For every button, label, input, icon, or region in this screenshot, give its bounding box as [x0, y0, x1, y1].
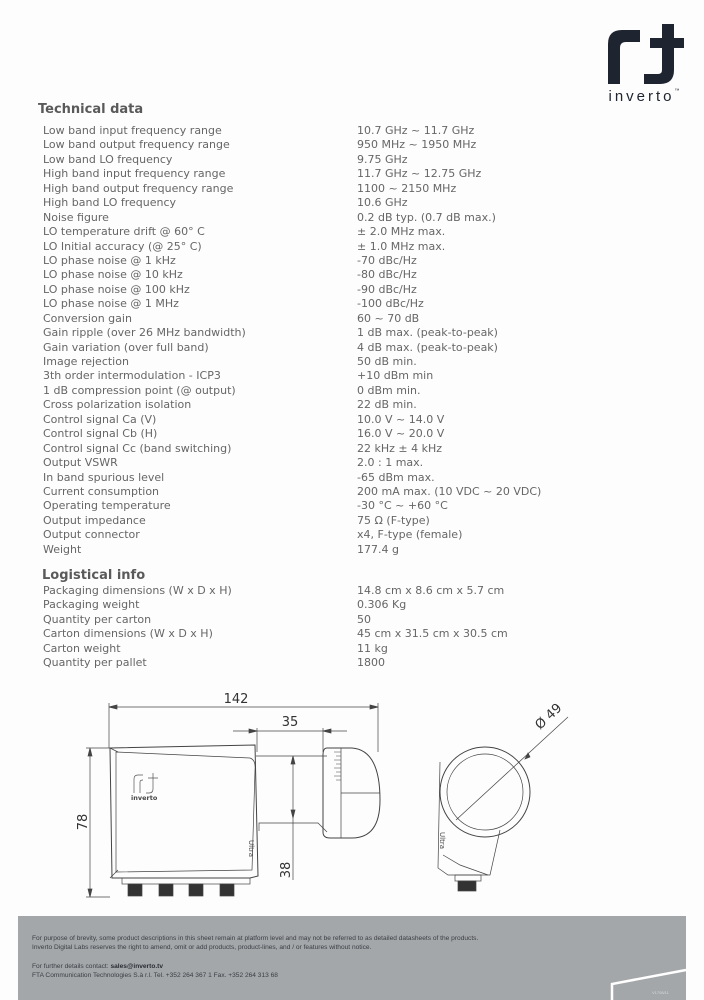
dim-neck-label: 35 [281, 715, 299, 730]
spec-value: 0 dBm min. [357, 383, 421, 397]
spec-row [43, 153, 563, 167]
contact-email-link[interactable]: sales@inverto.tv [110, 963, 164, 970]
spec-row [43, 543, 563, 557]
spec-row [43, 598, 563, 612]
document-reference: V1708/11 [652, 990, 669, 995]
inverto-logo [596, 22, 692, 112]
spec-label: LO phase noise @ 10 kHz [43, 268, 183, 282]
spec-row [43, 225, 563, 239]
spec-row [43, 167, 563, 181]
spec-row [43, 355, 563, 369]
spec-label: In band spurious level [43, 470, 165, 484]
rt-logo-icon [606, 22, 684, 84]
spec-label: 3th order intermodulation - ICP3 [43, 369, 221, 383]
spec-row [43, 240, 563, 254]
logo-wordmark: inverto™ [608, 88, 680, 105]
spec-value: 60 ~ 70 dB [357, 311, 420, 325]
dim-height-label: 78 [76, 813, 91, 831]
spec-label: LO Initial accuracy (@ 25° C) [43, 239, 202, 253]
lnb-technical-drawing [0, 680, 704, 900]
spec-value: 11 kg [357, 641, 388, 655]
spec-row [43, 456, 563, 470]
spec-label: Quantity per carton [43, 612, 152, 626]
spec-value: -30 °C ~ +60 °C [357, 499, 448, 513]
body-logo-icon [134, 773, 158, 793]
spec-value: 16.0 V ~ 20.0 V [357, 427, 445, 441]
spec-value: -90 dBc/Hz [357, 282, 417, 296]
spec-label: Current consumption [43, 484, 160, 498]
company-line: FTA Communication Technologies S.à r.l. Tel. +352 264 367 1 Fax. +352 264 313 68 [32, 972, 278, 979]
spec-value: 22 dB min. [357, 398, 417, 412]
spec-row [43, 283, 563, 297]
spec-value: 10.7 GHz ~ 11.7 GHz [357, 124, 475, 137]
spec-value: -70 dBc/Hz [357, 253, 417, 267]
spec-value: 75 Ω (F-type) [357, 513, 430, 527]
spec-value: 11.7 GHz ~ 12.75 GHz [357, 167, 482, 181]
spec-label: Control signal Ca (V) [43, 412, 157, 426]
spec-row [43, 642, 563, 656]
spec-row [43, 254, 563, 268]
spec-row [43, 369, 563, 383]
spec-value: x4, F-type (female) [357, 528, 463, 542]
dim-length-label: 142 [223, 692, 249, 707]
spec-row [43, 326, 563, 340]
spec-value: -100 dBc/Hz [357, 297, 424, 311]
spec-value: 1800 [357, 656, 385, 670]
spec-label: LO temperature drift @ 60° C [43, 225, 205, 239]
spec-value: 950 MHz ~ 1950 MHz [357, 138, 477, 152]
logistical-info-heading: Logistical info [42, 568, 146, 583]
body-logo-label: inverto [131, 794, 158, 802]
dim-diameter-label: Ø 49 [532, 700, 566, 733]
spec-row [43, 427, 563, 441]
spec-row [43, 138, 563, 152]
disclaimer-line-2: Inverto Digital Labs reserves the right to amend, omit or add products, product-lines, and / or features without notice. [32, 944, 372, 951]
spec-row [43, 485, 563, 499]
spec-value: 50 [357, 612, 371, 626]
dim-axis-label: 38 [279, 861, 294, 879]
spec-label: 1 dB compression point (@ output) [43, 383, 236, 397]
spec-label: Image rejection [43, 355, 129, 368]
spec-value: 1 dB max. (peak-to-peak) [357, 326, 498, 340]
footer-disclaimer [18, 916, 686, 1000]
spec-label: Cross polarization isolation [43, 398, 192, 412]
spec-row [43, 471, 563, 485]
spec-label: Conversion gain [43, 311, 132, 325]
corner-decoration [600, 968, 704, 1000]
spec-label: Packaging dimensions (W x D x H) [43, 584, 232, 597]
spec-value: 9.75 GHz [357, 152, 408, 166]
spec-value: 14.8 cm x 8.6 cm x 5.7 cm [357, 584, 505, 597]
spec-value: 200 mA max. (10 VDC ~ 20 VDC) [357, 484, 542, 498]
spec-label: LO phase noise @ 1 kHz [43, 253, 176, 267]
spec-row [43, 182, 563, 196]
spec-label: Output connector [43, 528, 140, 542]
spec-label: Weight [43, 542, 82, 556]
spec-value: 1100 ~ 2150 MHz [357, 181, 457, 195]
spec-label: Low band input frequency range [43, 124, 222, 137]
spec-label: Output VSWR [43, 456, 118, 470]
spec-label: High band input frequency range [43, 167, 226, 181]
disclaimer-line-1: For purpose of brevity, some product descriptions in this sheet remain at platform level and may not be referred to as detailed datasheets of the products. [32, 935, 479, 942]
spec-value: 177.4 g [357, 542, 399, 556]
technical-data-heading: Technical data [38, 102, 144, 117]
spec-row [43, 211, 563, 225]
spec-row [43, 528, 563, 542]
spec-row [43, 384, 563, 398]
spec-label: High band output frequency range [43, 181, 234, 195]
spec-label: Carton weight [43, 641, 121, 655]
spec-value: 50 dB min. [357, 355, 417, 368]
spec-label: Packaging weight [43, 598, 140, 612]
spec-row [43, 514, 563, 528]
spec-value: -65 dBm max. [357, 470, 435, 484]
spec-row [43, 613, 563, 627]
logistical-info-table [43, 584, 563, 671]
spec-label: Gain ripple (over 26 MHz bandwidth) [43, 326, 246, 340]
spec-value: 0.306 Kg [357, 598, 407, 612]
spec-value: 10.0 V ~ 14.0 V [357, 412, 445, 426]
spec-row [43, 196, 563, 210]
spec-value: 45 cm x 31.5 cm x 30.5 cm [357, 627, 508, 641]
spec-row [43, 499, 563, 513]
spec-value: 2.0 : 1 max. [357, 456, 424, 470]
spec-value: 4 dB max. (peak-to-peak) [357, 340, 498, 354]
spec-row [43, 124, 563, 138]
spec-value: 10.6 GHz [357, 196, 408, 210]
spec-label: LO phase noise @ 1 MHz [43, 297, 179, 311]
contact-line: For further details contact: sales@inverto.tv [32, 963, 164, 970]
svg-text:Ultra: Ultra [438, 832, 446, 849]
spec-label: LO phase noise @ 100 kHz [43, 282, 190, 296]
spec-label: Low band output frequency range [43, 138, 230, 152]
side-label: Ultra [247, 840, 255, 857]
spec-row [43, 627, 563, 641]
spec-label: Carton dimensions (W x D x H) [43, 627, 213, 641]
spec-row [43, 584, 563, 598]
spec-label: Noise figure [43, 210, 109, 224]
spec-value: 22 kHz ± 4 kHz [357, 441, 443, 455]
spec-label: Operating temperature [43, 499, 171, 513]
spec-label: High band LO frequency [43, 196, 177, 210]
spec-row [43, 312, 563, 326]
spec-row [43, 398, 563, 412]
technical-data-table [43, 124, 563, 557]
spec-row [43, 656, 563, 670]
spec-label: Low band LO frequency [43, 152, 173, 166]
spec-row [43, 413, 563, 427]
spec-value: -80 dBc/Hz [357, 268, 417, 282]
spec-value: +10 dBm min [357, 369, 434, 383]
spec-value: ± 2.0 MHz max. [357, 225, 446, 239]
spec-row [43, 442, 563, 456]
spec-label: Quantity per pallet [43, 656, 147, 670]
spec-label: Output impedance [43, 513, 146, 527]
spec-row [43, 268, 563, 282]
spec-label: Gain variation (over full band) [43, 340, 209, 354]
spec-row [43, 297, 563, 311]
spec-value: ± 1.0 MHz max. [357, 239, 446, 253]
spec-row [43, 341, 563, 355]
spec-value: 0.2 dB typ. (0.7 dB max.) [357, 210, 496, 224]
spec-label: Control signal Cb (H) [43, 427, 158, 441]
spec-label: Control signal Cc (band switching) [43, 441, 232, 455]
